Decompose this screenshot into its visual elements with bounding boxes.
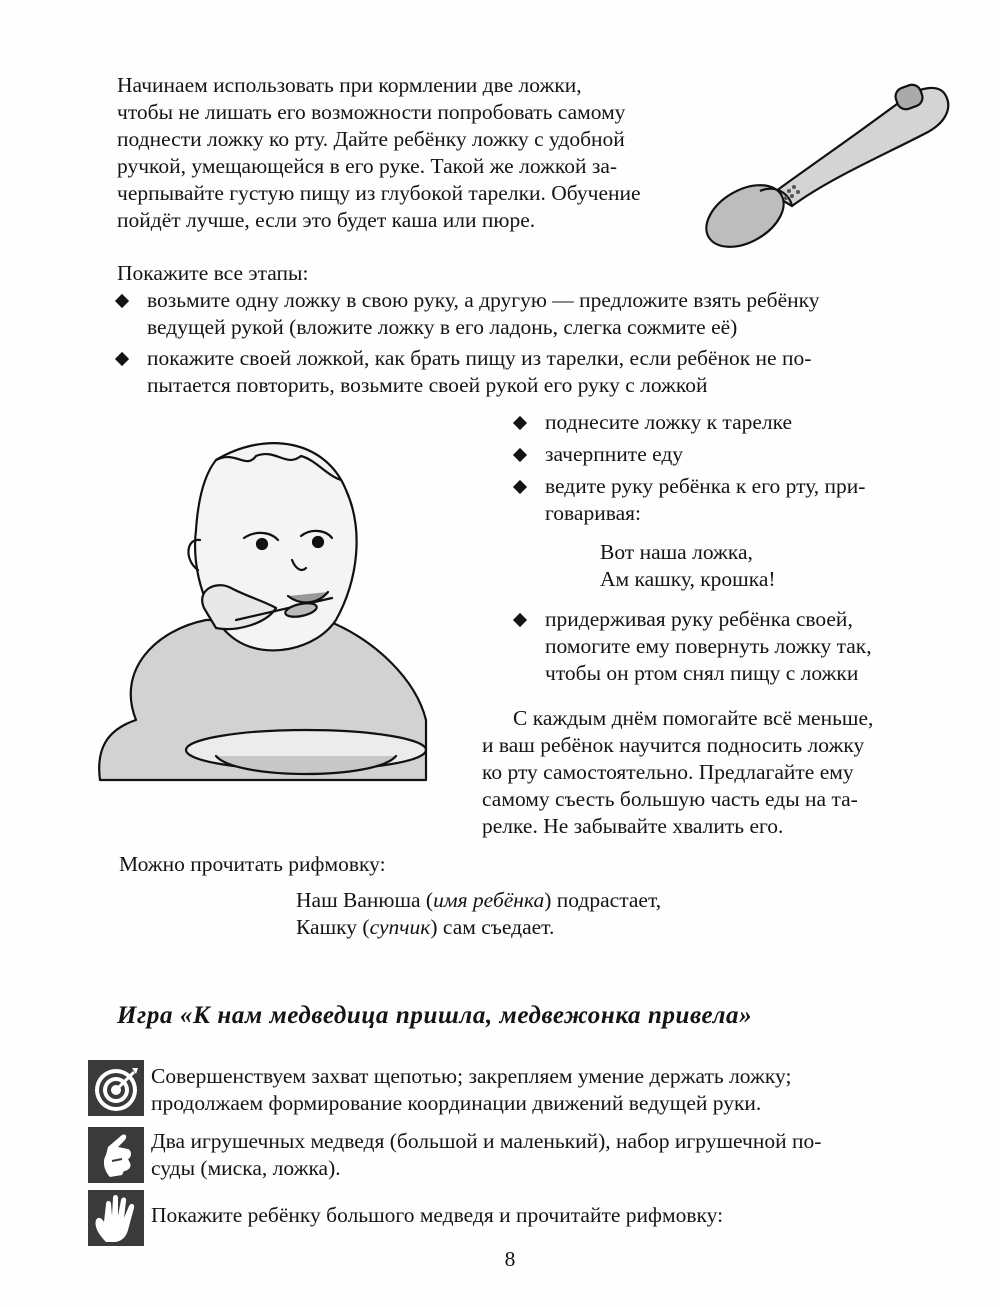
game-title: Игра «К нам медведица пришла, медвежонка привела» bbox=[117, 1002, 753, 1029]
goal-line: продолжаем формирование координации движений ведущей руки. bbox=[151, 1091, 762, 1115]
rhyme-italic: супчик bbox=[369, 915, 431, 939]
progress-line: релке. Не забывайте хвалить его. bbox=[482, 814, 784, 838]
diamond-bullet-icon bbox=[115, 294, 129, 308]
diamond-bullet-icon bbox=[513, 416, 527, 430]
step-text: говаривая: bbox=[545, 501, 641, 525]
step-text: чтобы он ртом снял пищу с ложки bbox=[545, 661, 859, 685]
diamond-bullet-icon bbox=[115, 352, 129, 366]
step-text: помогите ему повернуть ложку так, bbox=[545, 634, 872, 658]
rhyme-text: ) сам съедает. bbox=[430, 915, 555, 939]
step-text: ведите руку ребёнка к его рту, при- bbox=[545, 474, 866, 498]
steps-title: Покажите все этапы: bbox=[117, 261, 309, 285]
rhyme-italic: имя ребёнка bbox=[433, 888, 545, 912]
step-text: ведущей рукой (вложите ложку в его ладонь, слегка сожмите её) bbox=[147, 315, 738, 339]
step-text: возьмите одну ложку в свою руку, а другую — предложите взять ребёнку bbox=[147, 288, 820, 312]
step-text: зачерпните еду bbox=[545, 442, 684, 466]
progress-line: и ваш ребёнок научится подносить ложку bbox=[482, 733, 865, 757]
diamond-bullet-icon bbox=[513, 448, 527, 462]
rhyme-intro: Можно прочитать рифмовку: bbox=[119, 852, 386, 876]
progress-line: ко рту самостоятельно. Предлагайте ему bbox=[482, 760, 854, 784]
procedure-line: Покажите ребёнку большого медведя и прочитайте рифмовку: bbox=[151, 1203, 724, 1227]
step-text: пытается повторить, возьмите своей рукой его руку с ложкой bbox=[147, 373, 708, 397]
rhyme-text: Наш Ванюша ( bbox=[296, 888, 434, 912]
step-text: покажите своей ложкой, как брать пищу из тарелки, если ребёнок не по- bbox=[147, 346, 812, 370]
baby-eating-illustration bbox=[96, 420, 436, 800]
intro-line: ручкой, умещающейся в его руке. Такой же ложкой за- bbox=[117, 154, 618, 178]
step-text: придерживая руку ребёнка своей, bbox=[545, 607, 853, 631]
poem-line: Вот наша ложка, bbox=[600, 540, 753, 564]
intro-line: черпывайте густую пищу из глубокой тарелки. Обучение bbox=[117, 181, 641, 205]
intro-line: поднести ложку ко рту. Дайте ребёнку ложку с удобной bbox=[117, 127, 625, 151]
target-icon bbox=[88, 1060, 144, 1116]
intro-line: пойдёт лучше, если это будет каша или пюре. bbox=[117, 208, 536, 232]
diamond-bullet-icon bbox=[513, 480, 527, 494]
step-text: поднесите ложку к тарелке bbox=[545, 410, 793, 434]
rhyme-line bbox=[296, 914, 554, 942]
rhyme-text: Кашку ( bbox=[296, 915, 370, 939]
pointing-hand-icon bbox=[88, 1127, 144, 1183]
open-hand-icon bbox=[88, 1190, 144, 1246]
rhyme-line bbox=[296, 887, 661, 915]
intro-line: чтобы не лишать его возможности попробовать самому bbox=[117, 100, 626, 124]
progress-line: С каждым днём помогайте всё меньше, bbox=[513, 706, 874, 730]
goal-line: Совершенствуем захват щепотью; закрепляем умение держать ложку; bbox=[151, 1064, 792, 1088]
materials-line: суды (миска, ложка). bbox=[151, 1156, 341, 1180]
spoon-illustration bbox=[700, 66, 960, 256]
materials-line: Два игрушечных медведя (большой и маленький), набор игрушечной по- bbox=[151, 1129, 822, 1153]
page-number: 8 bbox=[504, 1247, 516, 1271]
poem-line: Ам кашку, крошка! bbox=[600, 567, 776, 591]
intro-line: Начинаем использовать при кормлении две ложки, bbox=[117, 73, 582, 97]
progress-line: самому съесть большую часть еды на та- bbox=[482, 787, 858, 811]
diamond-bullet-icon bbox=[513, 613, 527, 627]
rhyme-text: ) подрастает, bbox=[544, 888, 662, 912]
